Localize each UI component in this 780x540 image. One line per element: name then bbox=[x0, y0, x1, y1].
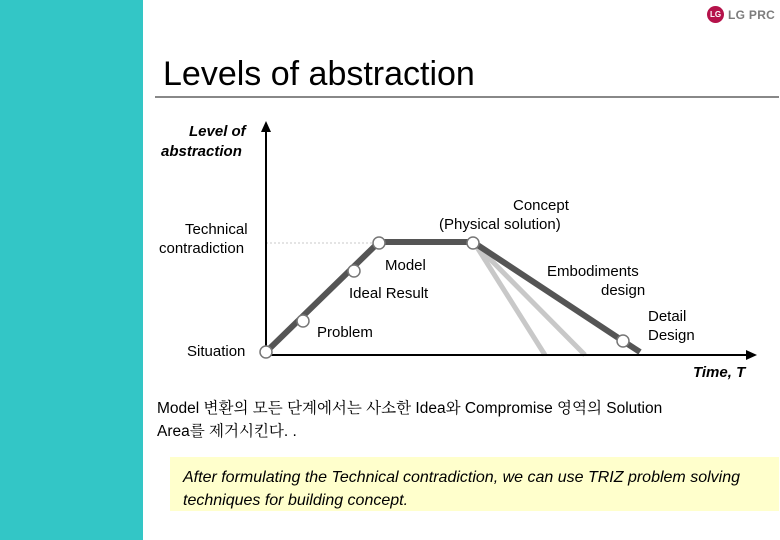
alternative-path-1 bbox=[475, 244, 545, 355]
lg-logo-icon: LG bbox=[707, 6, 724, 23]
technical-level-label-line1: Technical bbox=[185, 221, 248, 238]
node-model bbox=[373, 237, 385, 249]
y-axis-label-line1: Level of bbox=[189, 123, 246, 140]
body-text bbox=[157, 397, 772, 443]
alternative-path-2 bbox=[475, 244, 585, 355]
body-text-line2: Area를 제거시킨다. . bbox=[157, 423, 297, 440]
concept-label-line1: Concept bbox=[513, 197, 569, 214]
model-label: Model bbox=[385, 257, 426, 274]
y-axis-label-line2: abstraction bbox=[161, 143, 242, 160]
node-problem bbox=[297, 315, 309, 327]
note-box bbox=[170, 457, 779, 511]
problem-label: Problem bbox=[317, 324, 373, 341]
company-logo bbox=[707, 6, 775, 23]
situation-level-label: Situation bbox=[187, 343, 246, 360]
concept-label-line2: (Physical solution) bbox=[439, 216, 561, 233]
embodiments-label-line2: design bbox=[601, 282, 646, 299]
node-detail-design bbox=[617, 335, 629, 347]
slide-title: Levels of abstraction bbox=[163, 55, 475, 93]
node-concept bbox=[467, 237, 479, 249]
embodiments-label-line1: Embodiments bbox=[547, 263, 639, 280]
detail-design-label-line2: Design bbox=[648, 327, 695, 344]
body-text-line1: Model 변환의 모든 단계에서는 사소한 Idea와 Compromise 영역의 Solution bbox=[157, 400, 663, 417]
ideal-result-label: Ideal Result bbox=[349, 285, 429, 302]
node-situation bbox=[260, 346, 272, 358]
y-axis-arrow-icon bbox=[261, 121, 271, 132]
abstraction-diagram bbox=[150, 110, 770, 385]
detail-design-label-line1: Detail bbox=[648, 308, 687, 325]
x-axis-label: Time, T bbox=[693, 364, 746, 381]
logo-text: LG PRC bbox=[728, 7, 776, 22]
technical-level-label-line2: contradiction bbox=[159, 240, 245, 257]
x-axis-arrow-icon bbox=[746, 350, 757, 360]
node-ideal-result bbox=[348, 265, 360, 277]
title-underline bbox=[155, 96, 779, 98]
left-sidebar-band bbox=[0, 0, 143, 540]
note-text: After formulating the Technical contradiction, we can use TRIZ problem solving techniques for building concept. bbox=[183, 469, 741, 509]
